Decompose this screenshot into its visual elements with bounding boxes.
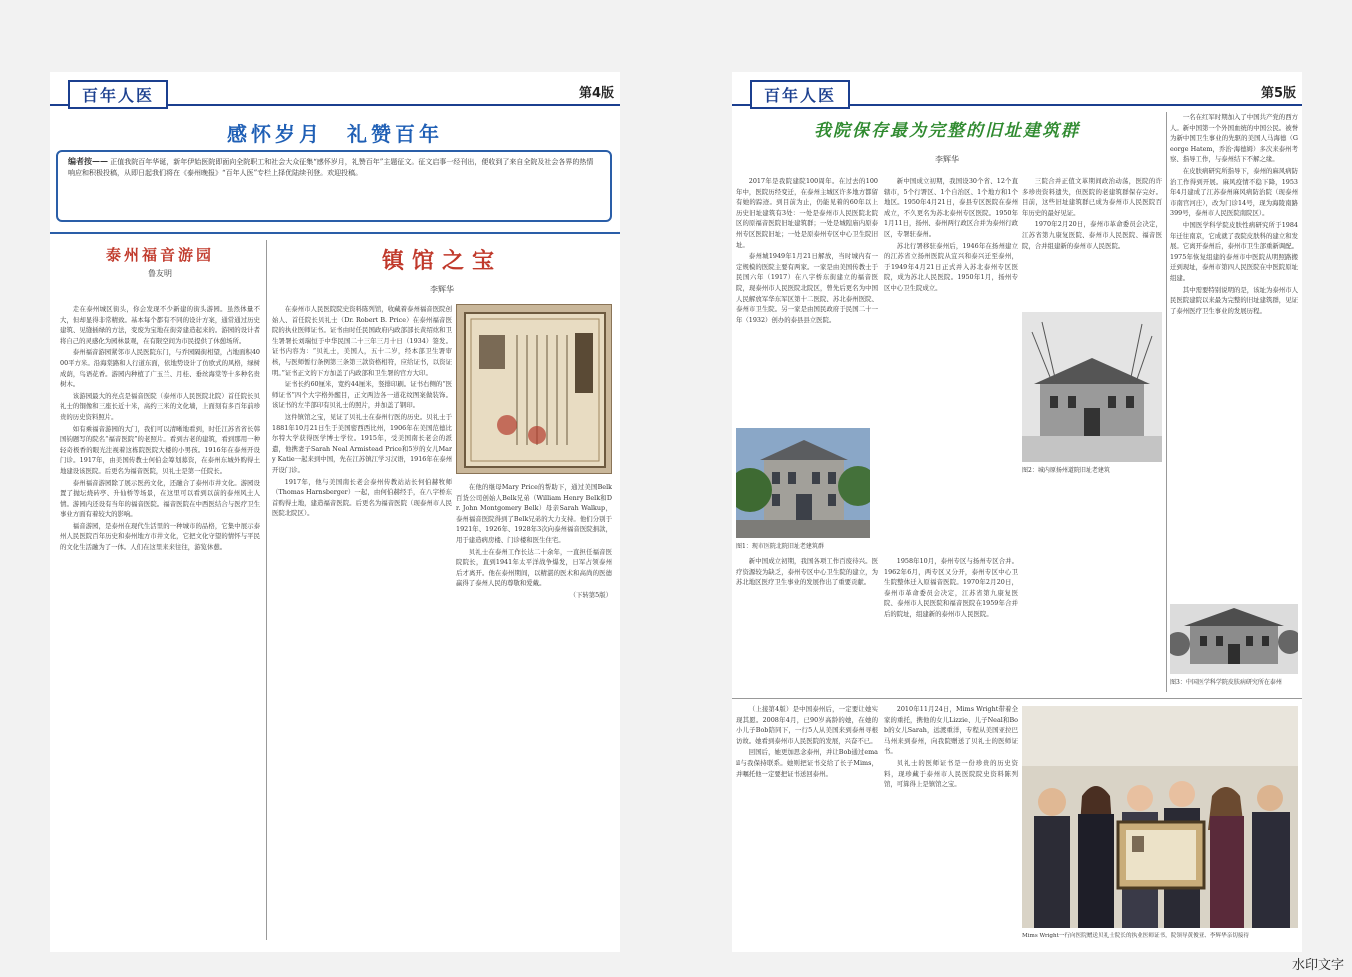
article-body-col2b [884, 556, 1018, 692]
paragraph: 新中国成立初期，我国设30个省、12个直辖市，5个行署区、1个自治区、1个地方和1个地区。1950年4月21日，泰县专区医院在泰州成立，不久更名为苏北泰州专区医院。1950年1月11日，扬州、泰州两行政区合并为泰州行政区，专署驻泰州。 [884, 177, 1018, 238]
paragraph: 回国后，她更加思念泰州，并让Bob通过email与我保持联系。她则把证书交给了长子Mims，并嘱托他一定要把证书送回泰州。 [736, 748, 878, 778]
bottom-body-col1 [736, 704, 878, 944]
section-divider [50, 232, 620, 234]
certificate-photo [456, 304, 612, 474]
group-photo [1022, 706, 1298, 928]
paragraph: 苏北行署移驻泰州后，1946年在扬州建立的江苏省立扬州医院从宜兴和泰兴迁至泰州，于1949年4月21日正式并入苏北泰州专区医院，成为苏北人民医院。1950年1月，扬州专区中心卫生院成立。 [884, 241, 1018, 292]
article-body-col1b [736, 556, 878, 692]
article-body-zhenguan-col1 [272, 304, 452, 940]
editor-note [56, 150, 612, 222]
group-photo-image-icon [1022, 706, 1298, 928]
paragraph: 在他的继母Mary Price的帮助下，通过美国Belk百货公司创始人Belk兄弟（William Henry Belk和Dr. John Montgomery Belk）母亲Sarah Walkup，泰州福音医院得到了Belk兄弟的大力支持。他们分别于1921年、1926年、1928年3次向泰州福音医院捐款，用于建造病房楼、门诊楼和医生住宅。 [456, 483, 612, 544]
paragraph: 三院合并正值文革期间政治动荡，医院的许多珍贵资料遗失，但医院的老建筑群保存完好。目前，这些旧址建筑群已成为泰州市人民医院百年历史的最好见证。 [1022, 177, 1162, 217]
article-body-youyuan [60, 304, 260, 940]
page-header [732, 78, 1302, 106]
section-title: 百年人医 [68, 80, 168, 109]
article-title-youyuan: 泰州福音游园 [105, 246, 214, 264]
paragraph: 在皮肤病研究所指导下，泰州的麻风病防治工作得到开展。麻风疫情不稳下降，1953年4月建成了江苏泰州麻风病防治院（现泰州市南官河庄），改为门诊14号，现为海陵南路399号，泰州市人民医院南院区）。 [1170, 166, 1298, 218]
article-body-col4 [1170, 112, 1298, 600]
bottom-body-col2 [884, 704, 1018, 944]
paragraph: 泰州福音游园紧邻市人民医院东门，与乔园隔街相望，占地面积4000平方米。沿海棠路和人行道东面，依地势设计了仿欧式的风格，绿树成荫，鸟语花香。游园内种植了广玉兰、月桂、垂丝海棠等十多种名贵树木。 [60, 348, 260, 389]
article-author-zhenguan: 李辉华 [430, 285, 454, 294]
page-number: 第5版 [1260, 86, 1296, 101]
paragraph: 贝礼士的医师证书是一份珍贵的历史资料，现珍藏于泰州市人民医院院史资料陈列馆，可算得上是镇馆之宝。 [884, 758, 1018, 789]
paragraph: 1970年2月20日，泰州市革命委员会决定，江苏省第九康复医院、泰州市人民医院、福音医院，合并组建新的泰州市人民医院。 [1022, 220, 1162, 250]
paragraph: （上接第4版）是中国泰州后，一定要让她实现其愿。2008年4月，已90岁高龄的她，在她的小儿子Bob陪同下，一行5人从美国来到泰州寻根访故。她看到泰州市人民医院的发展，兴奋不已。 [736, 705, 878, 745]
paragraph: 该游园最大的亮点是福音医院（泰州市人民医院北院）首任院长贝礼士的铜像和三座长近十米，高约三米的文化墙，上面刻有多百年前珍贵的历史资料照片。 [60, 391, 260, 421]
photo-caption-3: 图3：中国医学科学院皮肤病研究所在泰州 [1170, 679, 1282, 686]
article-body-zhenguan-col2 [456, 482, 612, 940]
banner-headline: 我院保存最为完整的旧址建筑群 [814, 121, 1080, 141]
paragraph: 证书长约60厘米，宽约44厘米，竖排印刷。证书右侧的“医师证书”四个大字格外醒目，正文两边各一道花纹图案做装饰。该证书的左半部印有贝礼士的照片，并加盖了钢印。 [272, 380, 452, 410]
paragraph: 这件镇馆之宝，见证了贝礼士在泰州行医的历史。贝礼士于1881年10月21日生于美国密西西比州，1906年在美国范德比尔特大学获得医学博士学位。1915年，受美国南长老会的派遣，他携妻子Sarah Neal Armistead Price和5岁的女儿Mary Katie一起来到中国，先在江苏镇江学习汉语，1916年在泰州开设门诊。 [272, 412, 452, 474]
editor-text: 正值我院百年华诞，新年伊始医院即面向全院职工和社会大众征集“感怀岁月，礼赞百年”主题征文。征文启事一经刊出，便收到了来自全院及社会各界的热情响应和积极投稿，从即日起我们将在《泰州晚报》“百年人医”专栏上择优陆续刊登。欢迎投稿。 [68, 158, 594, 177]
continued-note: （下转第5版） [569, 590, 612, 599]
article-author: 李辉华 [935, 155, 959, 164]
certificate-image-icon [457, 305, 612, 474]
article-author-youyuan: 鲁友明 [148, 269, 172, 278]
paragraph: 其中需要特别说明的是，该址为泰州市人民医院建院以来最为完整的旧址建筑群，见证了泰州医疗卫生事业的发展历程。 [1170, 285, 1298, 315]
paragraph: 2010年11月24日，Mims Wright带着全家的重托，携他的女儿Lizzie、儿子Neal和Bob的女儿Sarah，远渡重洋，专程从美国亚拉巴马州来到泰州，向我院赠送了贝礼士的医师证书。 [884, 705, 1018, 756]
page-4 [50, 72, 620, 952]
paragraph: 如有乘福音游园的大门，我们可以清晰地看到，时任江苏省省长韩国钧题写的院名“福音医院”的老照片。看到古老的建筑，看到那用一种轻奇极香的眼光注视着这栋院医院大楼的小男孩。1916年在泰州开设门诊。1917年，由美国传教士何伯金筹划募资，在泰州东城外购得土地建设该医院。后更名为福音医院，贝礼士是第一任院长。 [60, 424, 260, 475]
building-image-icon [1170, 604, 1298, 674]
photo-caption-1: 图1：现市医院北院旧址老建筑群 [736, 543, 824, 550]
article-title-zhenguan: 镇馆之宝 [381, 249, 502, 274]
page-header [50, 78, 620, 106]
page-number: 第4版 [578, 86, 614, 101]
paragraph: 泰州城1949年1月21日解放，当时城内有一定规模的医院主要有两家。一家是由美国传教士于民国六年（1917）在八字桥东街建立的福音医院，现泰州市人民医院北院区，曾先后更名为中国人民解放军华东军区第十二医院、苏北泰州医院、泰州市卫生院。另一家是由国民政府于民国二十一年（1932）创办的泰县县立医院。 [736, 252, 878, 324]
section-divider [732, 698, 1302, 699]
column-rule [1166, 112, 1167, 692]
paragraph: 2017年是我院建院100周年。在过去的100年中，医院历经变迁，在泰州主城区许多地方都留有她的踪迹。到目前为止，仍能见着的60年以上历史旧址建筑有3处：一处是泰州市人民医院北院区的原福音医院旧址建筑群；一处是城隍庙内原泰州专区医院旧址；一处是原泰州专区中心卫生院旧址。 [736, 177, 878, 249]
paragraph: 1958年10月，泰州专区与扬州专区合并。1962年6月，两专区又分开，泰州专区中心卫生院整体迁入原福音医院。1970年2月20日，泰州市革命委员会决定，江苏省第九康复医院、泰州市人民医院和福音医院在1959年合并后的院址，组建新的泰州市人民医院。 [884, 557, 1018, 618]
paragraph: 新中国成立初期，我国各项工作百废待兴。医疗资源较为缺乏，泰州专区中心卫生院的建立，为苏北地区医疗卫生事业的发展作出了重要贡献。 [736, 557, 878, 587]
building-photo-2 [1022, 312, 1162, 462]
paragraph: 一名在红军时期加入了中国共产党的西方人。新中国第一个外国血统的中国公民。被誉为新中国卫生事业的先驱的美国人马海德（George Hatem，乔治·海德姆）多次来泰州考察、指导工作，与泰州结下不解之缘。 [1170, 113, 1298, 164]
page-5 [732, 72, 1302, 952]
paragraph: 贝礼士在泰州工作长达二十余年，一直担任福音医院院长，直到1941年太平洋战争爆发，日军占领泰州后才离开。他在泰州期间，以精湛的医术和高尚的医德赢得了泰州人民的尊敬和爱戴。 [456, 547, 612, 588]
photo-caption-2: 图2：城内原扬州道院旧址老建筑 [1022, 467, 1110, 474]
watermark-text: 水印文字 [1291, 958, 1344, 973]
building-photo-3 [1170, 604, 1298, 674]
column-rule [266, 240, 267, 940]
banner-headline: 感怀岁月 礼赞百年 [227, 122, 443, 146]
paragraph: 福音游园，是泰州在现代生活里的一种城市的品格，它集中展示泰州人民医院百年历史和泰州地方市井文化，它把文化守望的情怀与平民的文化生活融为了一体。人们在这里来来往往，游览休憩。 [60, 521, 260, 552]
building-image-icon [736, 428, 870, 538]
paragraph: 走在泰州城区街头，你会发现不少新建的街头游园。虽然体量不大，但却显得非常精致。基本每个都有不同的设计方案，通常通过历史建筑、见缝插绿的方法，变废为宝地在街旁建造起来的。游园的设计者将自己的灵感化为园林景观，在有限空间为市民提供了休憩场所。 [60, 305, 260, 345]
photo-caption-4: Mims Wright一行向医院赠送贝礼士院长的执业医师证书，院领导黄俊亚、李辉华亲切接待 [1022, 933, 1250, 939]
paragraph: 1917年，他与美国南长老会泰州传教站站长何伯赫牧师（Thomas Harnsberger）一起，由何伯赫经手，在八字桥东首购得土地，建造福音医院。后更名为福音医院（现泰州市人民医院北院区）。 [272, 477, 452, 518]
paragraph: 中国医学科学院皮肤性病研究所于1984年迁往南京，它成就了我院皮肤科的建立和发展。它离开泰州后，泰州市卫生部重新调配。1975年恢复组建的泰州市中医院从明照路搬迁到现址，泰州市第四人民医院在中医院原址组建。 [1170, 220, 1298, 282]
paragraph: 泰州福音游园除了展示医药文化，还融合了泰州市井文化。游园设置了抛坛烧砖亭、升仙桥等场景，在这里可以看到以前的泰州风土人情。游园内还设有当年的福音医院。福音医院在中西医结合与医疗卫生事业方面有着较大的影响。 [60, 478, 260, 519]
editor-label: 编者按—— [68, 156, 108, 166]
section-title: 百年人医 [750, 80, 850, 109]
building-photo-1 [736, 428, 870, 538]
paragraph: 在泰州市人民医院院史资料陈列馆，收藏着泰州福音医院创始人、首任院长贝礼士（Dr. Robert B. Price）在泰州福音医院的执业医师证书。证书由时任民国政府内政部部长黄绍竑和卫生署署长刘瑞恒于中华民国二十三年三月十日（1934）签发。证书内容为：“贝礼士，美国人，五十二岁，经本部卫生署审核，与医师暂行条例第三条第三款资格相符，应给证书，以资证明。”证书正文的下方加盖了内政部和卫生署的官方大印。 [272, 305, 452, 377]
building-image-icon [1022, 312, 1162, 462]
